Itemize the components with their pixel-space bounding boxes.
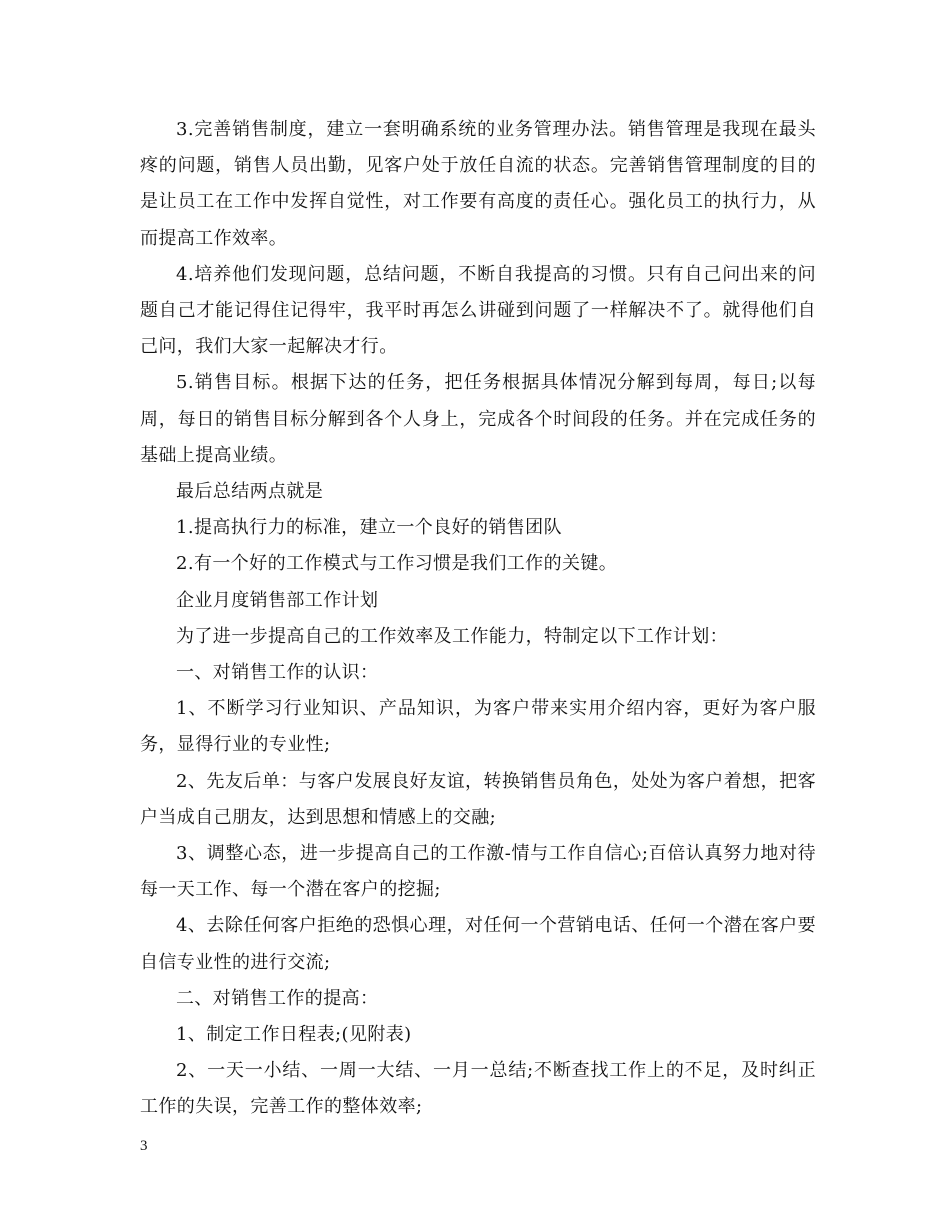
paragraph-sales-target: 5.销售目标。根据下达的任务，把任务根据具体情况分解到每周，每日;以每周，每日的销售目标分解到各个人身上，完成各个时间段的任务。并在完成任务的基础上提高业绩。	[140, 372, 816, 466]
paragraph-improvement-2: 2、一天一小结、一周一大结、一月一总结;不断查找工作上的不足，及时纠正工作的失误，完善工作的整体效率;	[140, 1060, 816, 1118]
section-title-monthly-plan: 企业月度销售部工作计划	[176, 589, 379, 611]
heading-improvement: 二、对销售工作的提高：	[176, 987, 379, 1009]
paragraph-understanding-1: 1、不断学习行业知识、产品知识，为客户带来实用介绍内容，更好为客户服务，显得行业的专业性;	[140, 698, 816, 756]
paragraph-improvement-1: 1、制定工作日程表;(见附表)	[176, 1024, 412, 1046]
paragraph-summary-intro: 最后总结两点就是	[176, 481, 324, 503]
paragraph-understanding-2: 2、先友后单：与客户发展良好友谊，转换销售员角色，处处为客户着想，把客户当成自己朋友，达到思想和情感上的交融;	[140, 770, 816, 828]
paragraph-plan-intro: 为了进一步提高自己的工作效率及工作能力，特制定以下工作计划：	[176, 625, 728, 647]
paragraph-sales-system: 3.完善销售制度，建立一套明确系统的业务管理办法。销售管理是我现在最头疼的问题，销售人员出勤，见客户处于放任自流的状态。完善销售管理制度的目的是让员工在工作中发挥自觉性，对工作要有高度的责任心。强化员工的执行力，从而提高工作效率。	[140, 119, 816, 249]
page-number: 3	[140, 1138, 148, 1154]
heading-understanding: 一、对销售工作的认识：	[176, 662, 379, 684]
paragraph-problem-solving-habit: 4.培养他们发现问题，总结问题，不断自我提高的习惯。只有自己问出来的问题自己才能记得住记得牢，我平时再怎么讲碰到问题了一样解决不了。就得他们自己问，我们大家一起解决才行。	[140, 263, 816, 358]
paragraph-summary-point-2: 2.有一个好的工作模式与工作习惯是我们工作的关键。	[176, 553, 618, 575]
paragraph-understanding-3: 3、调整心态，进一步提高自己的工作激-情与工作自信心;百倍认真努力地对待每一天工作、每一个潜在客户的挖掘;	[140, 843, 816, 901]
paragraph-understanding-4: 4、去除任何客户拒绝的恐惧心理，对任何一个营销电话、任何一个潜在客户要自信专业性的进行交流;	[140, 915, 816, 973]
document-body	[140, 112, 816, 1126]
paragraph-summary-point-1: 1.提高执行力的标准，建立一个良好的销售团队	[176, 517, 562, 539]
